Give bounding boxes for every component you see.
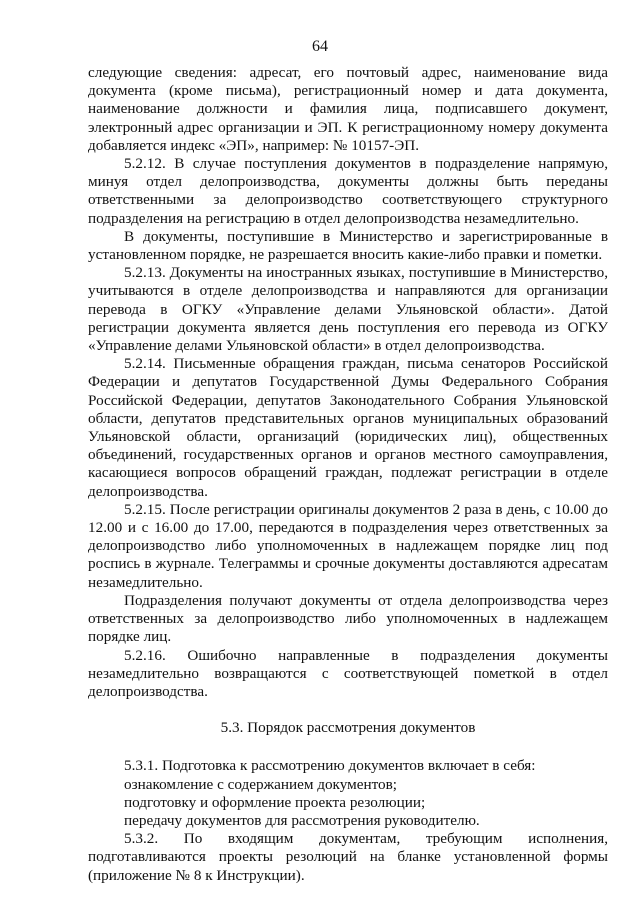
paragraph-ministry-docs: В документы, поступившие в Министерство и зарегистрированные в установленном порядке, не разрешается вносить какие-либо правки и пометки. bbox=[88, 227, 608, 264]
paragraph-continuation: следующие сведения: адресат, его почтовый адрес, наименование вида документа (кроме письма), регистрационный номер и дата документа, наименование должности и фамилия лица, подписавшего документ, электронный адрес организации и ЭП. К регистрационному номеру документа добавляется индекс «ЭП», например: № 10157-ЭП. bbox=[88, 64, 608, 154]
paragraph-5-3-1: 5.3.1. Подготовка к рассмотрению документов включает в себя: bbox=[124, 757, 536, 775]
section-heading: 5.3. Порядок рассмотрения документов bbox=[220, 719, 476, 737]
list-item-resolution-draft: подготовку и оформление проекта резолюции; bbox=[124, 793, 426, 811]
paragraph-5-2-14: 5.2.14. Письменные обращения граждан, письма сенаторов Российской Федерации и депутатов Государственной Думы Федерального Собрания Российской Федерации, депутатов Законодательного Собрания Ульяновской области, депутатов представительных органов муниципальных образований Ульяновской области, организаций (юридических лиц), общественных объединений, государственных органов и органов местного самоуправления, касающиеся вопросов обращений граждан, подлежат регистрации в отделе делопроизводства. bbox=[88, 355, 608, 500]
document-body bbox=[88, 64, 608, 885]
paragraph-5-2-15: 5.2.15. После регистрации оригиналы документов 2 раза в день, с 10.00 до 12.00 и с 16.00 до 17.00, передаются в подразделения через ответственных за делопроизводство либо уполномоченных в надлежащем порядке лиц под роспись в журнале. Телеграммы и срочные документы доставляются адресатам незамедлительно. bbox=[88, 500, 608, 591]
paragraph-subdivisions: Подразделения получают документы от отдела делопроизводства через ответственных за делопроизводство либо уполномоченных в надлежащем порядке лиц. bbox=[88, 591, 608, 646]
paragraph-5-2-16: 5.2.16. Ошибочно направленные в подразделения документы незамедлительно возвращаются с соответствующей пометкой в отдел делопроизводства. bbox=[88, 646, 608, 700]
list-item-transfer: передачу документов для рассмотрения руководителю. bbox=[124, 811, 480, 829]
list-item-familiarization: ознакомление с содержанием документов; bbox=[124, 775, 398, 793]
page-number: 64 bbox=[312, 38, 328, 55]
paragraph-5-3-2: 5.3.2. По входящим документам, требующим исполнения, подготавливаются проекты резолюций на бланке установленной формы (приложение № 8 к Инструкции). bbox=[88, 830, 608, 884]
paragraph-5-2-12: 5.2.12. В случае поступления документов в подразделение напрямую, минуя отдел делопроизводства, документы должны быть переданы ответственными за делопроизводство соответствующего структурного подразделения на регистрацию в отдел делопроизводства незамедлительно. bbox=[88, 155, 608, 227]
paragraph-5-2-13: 5.2.13. Документы на иностранных языках, поступившие в Министерство, учитываются в отделе делопроизводства и направляются для организации перевода в ОГКУ «Управление делами Ульяновской области». Датой регистрации документа является день поступления его перевода из ОГКУ «Управление делами Ульяновской области» в отдел делопроизводства. bbox=[88, 264, 608, 355]
